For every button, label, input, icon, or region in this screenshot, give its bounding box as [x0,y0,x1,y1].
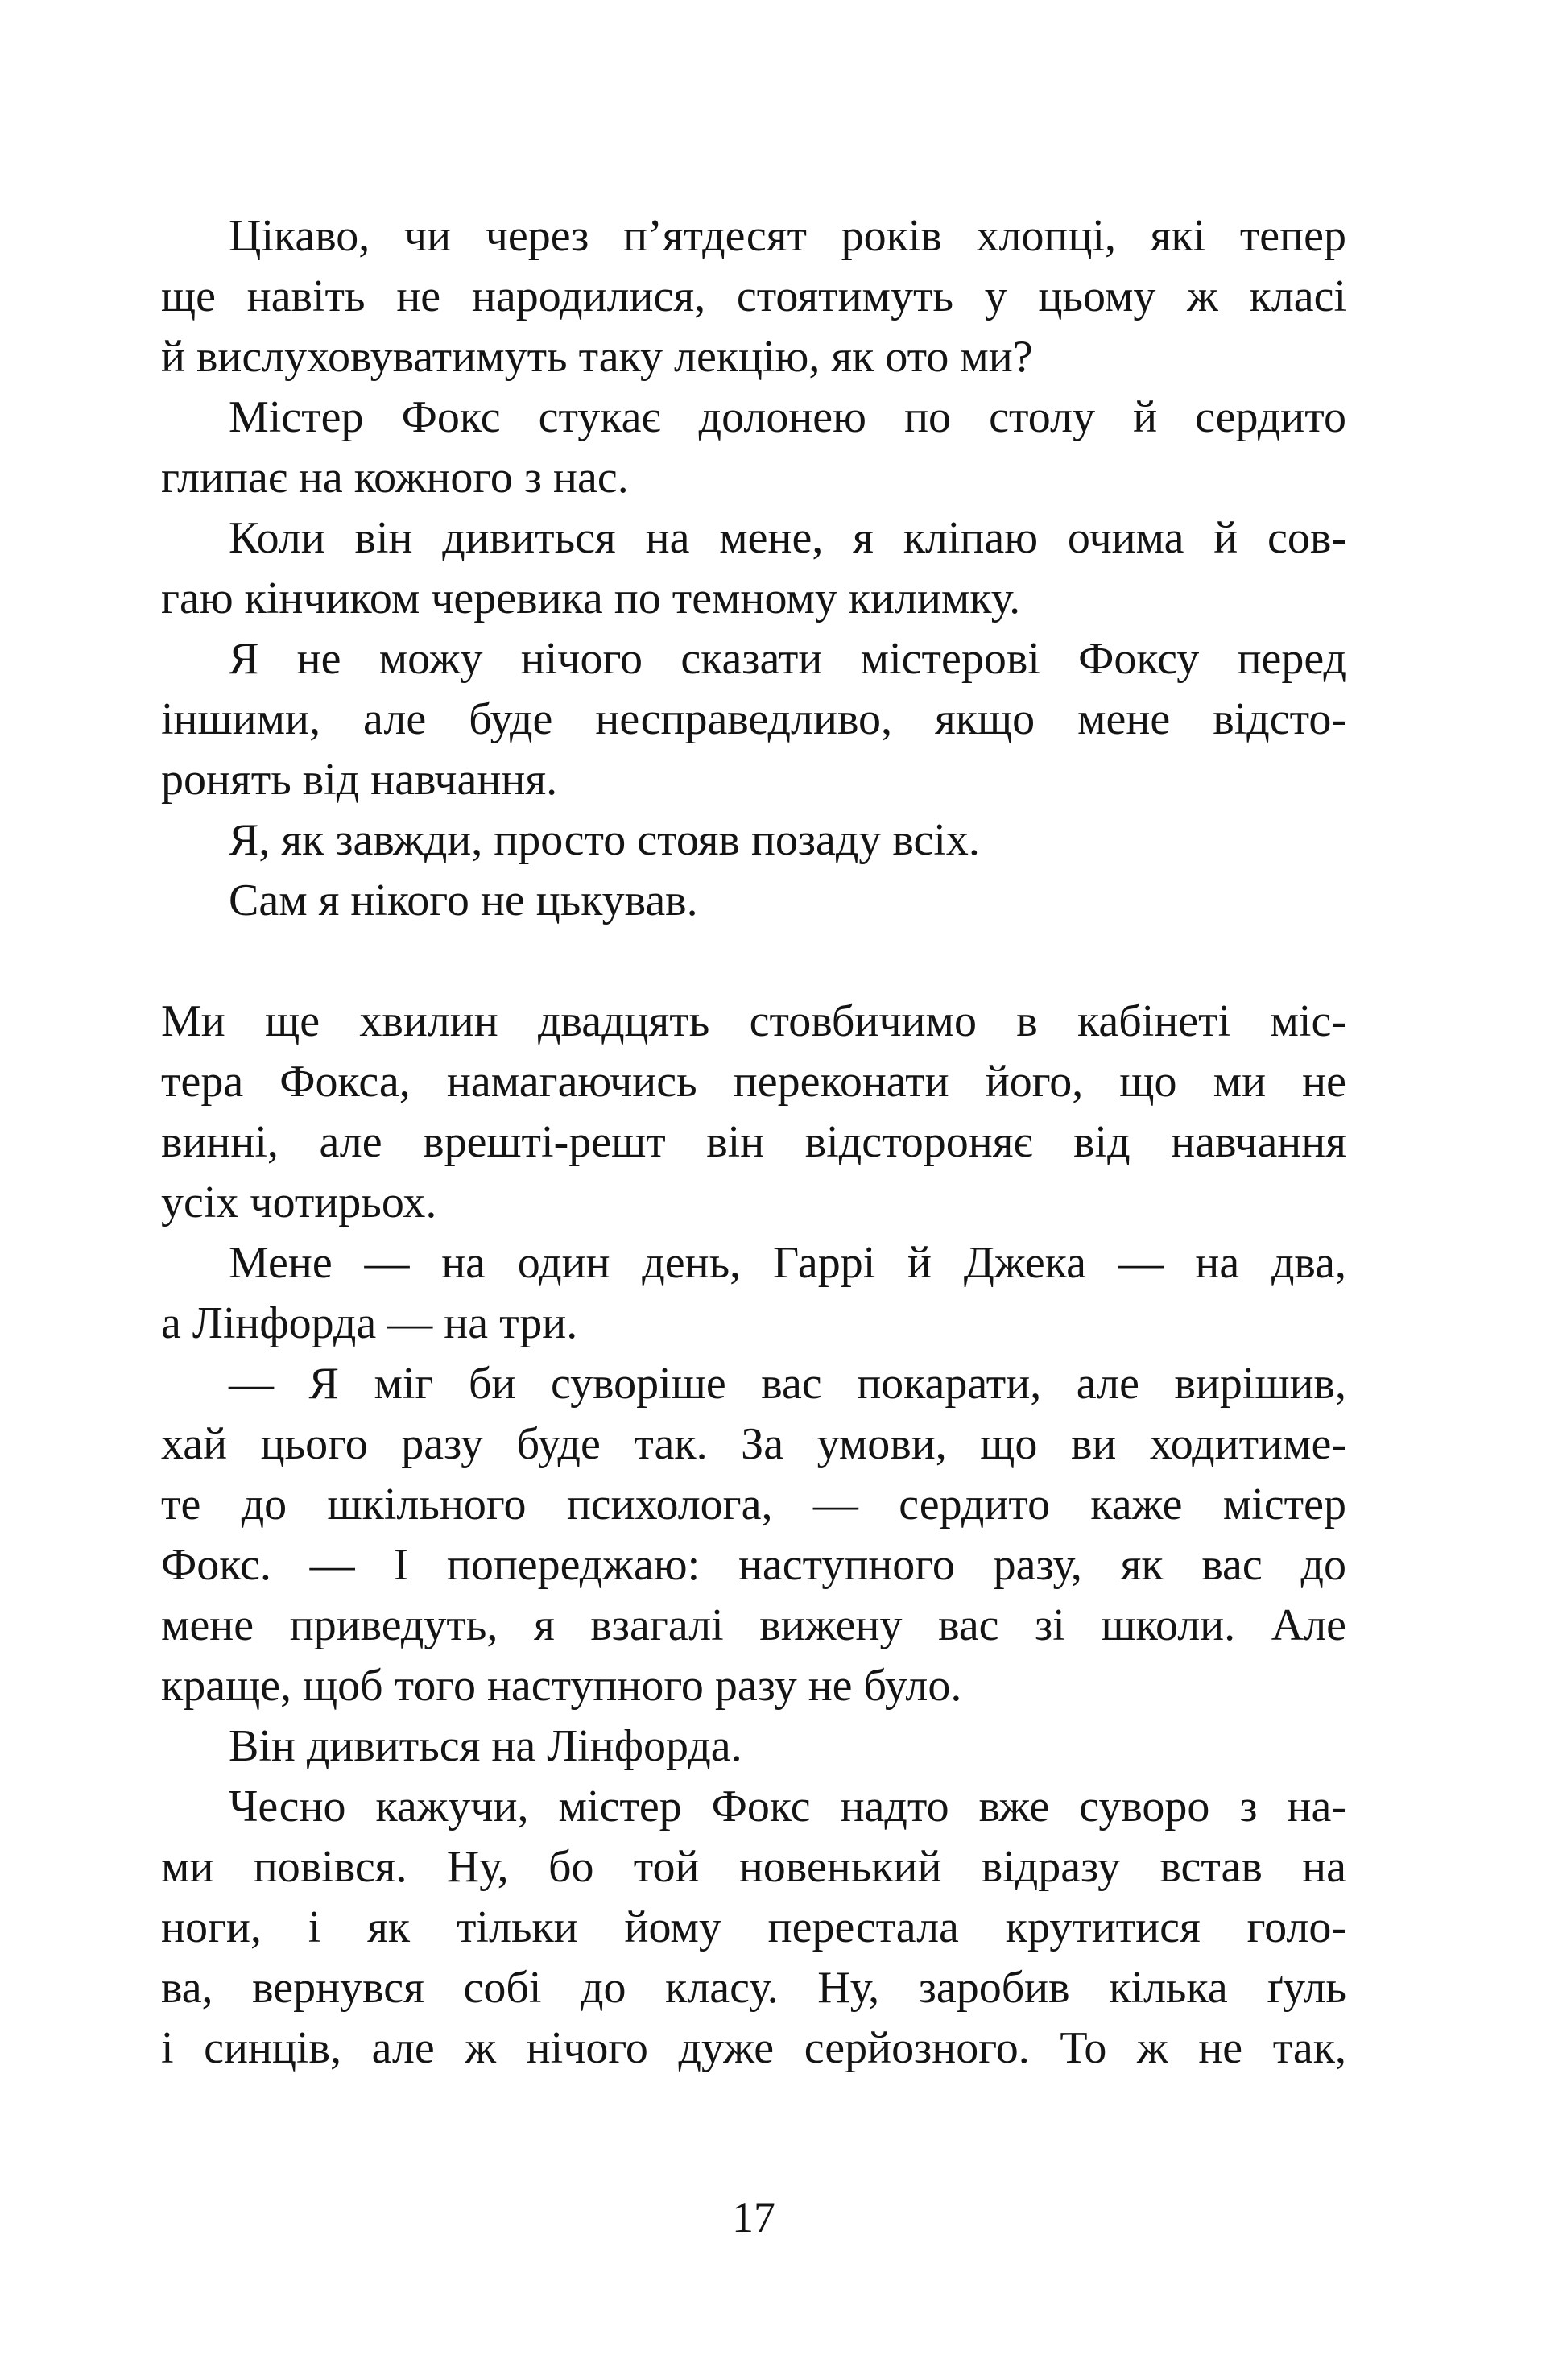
text-line: ми повівся. Ну, бо той новенький відразу встав на [161,1842,1346,1892]
paragraph [161,1354,1346,1716]
text-line: й вислуховуватимуть таку лекцію, як ото ми? [161,332,1033,382]
text-line: винні, але врешті-решт він відстороняє від навчання [161,1117,1346,1167]
text-line: ва, вернувся собі до класу. Ну, заробив кілька ґуль [161,1963,1346,2013]
text-line: Містер Фокс стукає долонею по столу й сердито [229,392,1346,442]
paragraph [161,1777,1346,2079]
text-line: хай цього разу буде так. За умови, що ви ходитиме- [161,1419,1346,1469]
page-number: 17 [732,2193,775,2241]
text-line: Він дивиться на Лінфорда. [229,1721,742,1771]
text-line: тера Фокса, намагаючись переконати його, що ми не [161,1057,1346,1107]
text-line: Ми ще хвилин двадцять стовбичимо в кабінеті міс- [161,996,1346,1046]
paragraph [161,387,1346,508]
text-line: ноги, і як тільки йому перестала крутитися голо- [161,1902,1346,1952]
text-line: ще навіть не народилися, стоятимуть у цьому ж класі [161,271,1346,321]
text-line: краще, щоб того наступного разу не було. [161,1661,962,1711]
paragraph [161,1233,1346,1354]
paragraph [161,629,1346,810]
text-line: іншими, але буде несправедливо, якщо мене відсто- [161,694,1346,744]
text-line: — Я міг би суворіше вас покарати, але вирішив, [229,1359,1346,1409]
paragraph [161,871,1346,931]
text-line: Цікаво, чи через п’ятдесят років хлопці, які тепер [229,211,1346,261]
text-line: усіх чотирьох. [161,1178,437,1227]
paragraph [161,206,1346,387]
text-line: глипає на кожного з нас. [161,453,629,503]
text-line: Я, як завжди, просто стояв позаду всіх. [229,815,980,865]
text-line: Мене — на один день, Гаррі й Джека — на два, [229,1238,1346,1288]
paragraph [161,991,1346,1233]
paragraph [161,508,1346,629]
text-line: ронять від навчання. [161,755,558,805]
text-line: те до шкільного психолога, — сердито каже містер [161,1480,1346,1529]
text-line: Сам я нікого не цькував. [229,875,698,925]
text-line: мене приведуть, я взагалі вижену вас зі школи. Але [161,1600,1346,1650]
text-line: Чесно кажучи, містер Фокс надто вже суворо з на- [229,1782,1346,1832]
text-line: Я не можу нічого сказати містерові Фоксу перед [229,634,1346,684]
text-block [161,206,1346,2079]
text-line: Фокс. — І попереджаю: наступного разу, як вас до [161,1540,1346,1590]
paragraph [161,810,1346,871]
paragraph [161,1716,1346,1777]
text-line: гаю кінчиком черевика по темному килимку. [161,573,1021,623]
text-line: і синців, але ж нічого дуже серйозного. То ж не так, [161,2023,1346,2073]
text-line: а Лінфорда — на три. [161,1298,578,1348]
text-line: Коли він дивиться на мене, я кліпаю очима й сов- [229,513,1346,563]
